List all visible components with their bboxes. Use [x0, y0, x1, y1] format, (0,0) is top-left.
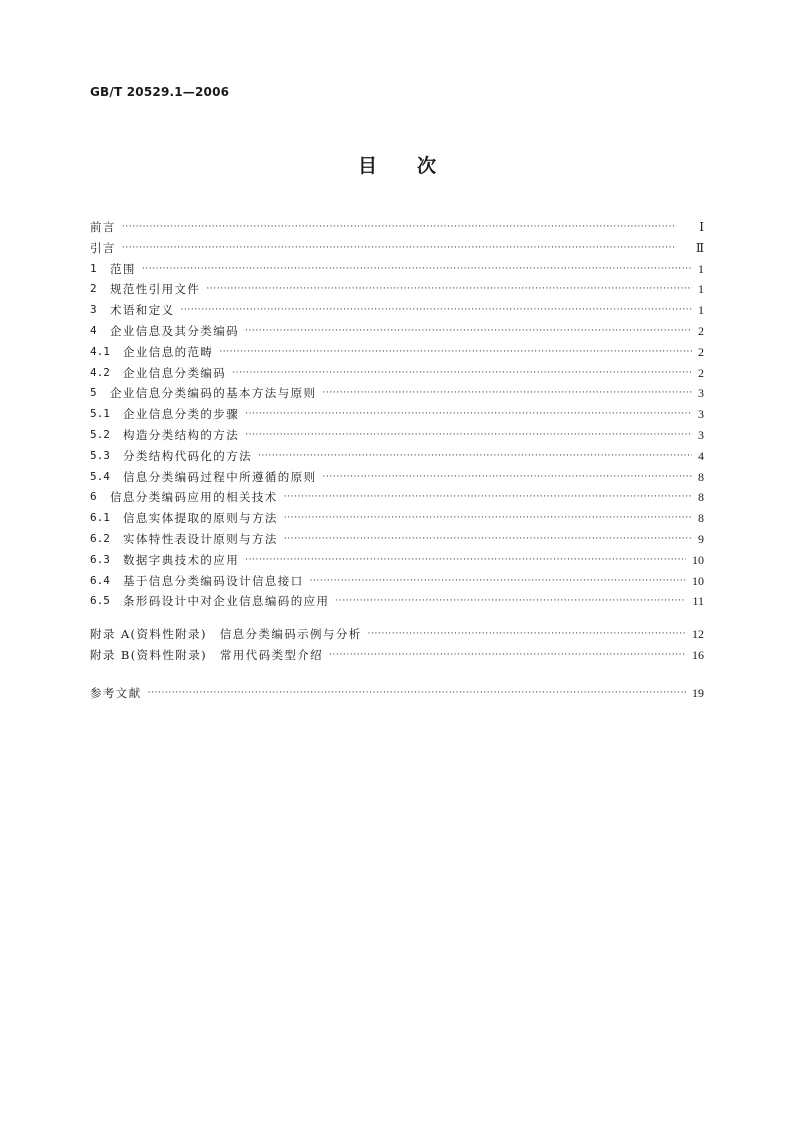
leader-dots [368, 624, 686, 645]
leader-dots [232, 363, 692, 384]
toc-entry-label: 数据字典技术的应用 [123, 552, 240, 567]
toc-entry-number: 5.1 [90, 407, 110, 421]
toc-entry-label: 企业信息分类编码 [123, 365, 227, 380]
toc-entry-6-1[interactable] [90, 508, 704, 529]
toc-entry-number: 3 [90, 303, 97, 317]
toc-entry-page: 2 [698, 365, 704, 380]
toc-entry-6-4[interactable] [90, 571, 704, 592]
toc-entry-number: 6.3 [90, 552, 110, 566]
toc-entry-number: 6 [90, 490, 97, 504]
standard-code: GB/T 20529.1—2006 [90, 85, 230, 99]
toc-entry-label: 企业信息及其分类编码 [110, 323, 239, 338]
leader-dots [142, 259, 692, 280]
toc-entry-1[interactable] [90, 259, 704, 280]
toc-entry-annex-b[interactable] [90, 645, 704, 666]
toc-entry-number: 6.5 [90, 594, 110, 608]
toc-entry-number: 5.3 [90, 448, 110, 462]
leader-dots [181, 300, 693, 321]
toc-entry-label: 企业信息分类编码的基本方法与原则 [110, 386, 317, 401]
toc-entry-6-3[interactable] [90, 550, 704, 571]
leader-dots [245, 404, 692, 425]
toc-entry-page: 10 [692, 573, 704, 588]
toc-entry-5-3[interactable] [90, 446, 704, 467]
toc-entry-5-4[interactable] [90, 467, 704, 488]
toc-entry-label: 引言 [90, 240, 116, 255]
toc-entry-page: 3 [698, 407, 704, 422]
toc-entry-page: 8 [698, 469, 704, 484]
toc-entry-label: 附录 A(资料性附录) 信息分类编码示例与分析 [90, 627, 362, 642]
toc-entry-page: 1 [698, 261, 704, 276]
title-char-1: 目 [357, 155, 377, 177]
leader-dots [148, 683, 686, 704]
toc-entry-number: 4.2 [90, 365, 110, 379]
toc-entry-number: 5 [90, 386, 97, 400]
leader-dots [335, 591, 686, 612]
leader-dots [245, 425, 692, 446]
toc-entry-label: 参考文献 [90, 685, 142, 700]
toc-entry-foreword[interactable] [90, 217, 704, 238]
toc-entry-number: 1 [90, 261, 97, 275]
toc-entry-6[interactable] [90, 487, 704, 508]
toc-entry-annex-a[interactable] [90, 624, 704, 645]
toc-entry-page: 16 [692, 647, 704, 662]
toc-entry-number: 2 [90, 282, 97, 296]
toc-entry-4-2[interactable] [90, 363, 704, 384]
leader-dots [322, 383, 692, 404]
toc-entry-3[interactable] [90, 300, 704, 321]
toc-entry-label: 术语和定义 [110, 303, 175, 318]
page-title [0, 151, 794, 178]
leader-dots [258, 446, 692, 467]
toc-entry-label: 条形码设计中对企业信息编码的应用 [123, 594, 330, 609]
toc-entry-page: Ⅱ [695, 240, 704, 255]
toc-entry-number: 4.1 [90, 344, 110, 358]
toc-entry-label: 构造分类结构的方法 [123, 427, 240, 442]
toc-entry-number: 6.4 [90, 573, 110, 587]
leader-dots [219, 342, 692, 363]
toc-entry-label: 实体特性表设计原则与方法 [123, 531, 278, 546]
leader-dots [245, 550, 686, 571]
leader-dots [284, 529, 692, 550]
toc-entry-label: 信息分类编码应用的相关技术 [110, 490, 278, 505]
toc-entry-label: 企业信息分类的步骤 [123, 407, 240, 422]
toc-entry-label: 规范性引用文件 [110, 282, 201, 297]
toc-entry-page: 9 [698, 531, 704, 546]
toc-entry-5[interactable] [90, 383, 704, 404]
leader-dots [245, 321, 692, 342]
toc-entry-page: 4 [698, 448, 704, 463]
leader-dots [122, 217, 693, 238]
toc-entry-4-1[interactable] [90, 342, 704, 363]
leader-dots [323, 467, 693, 488]
toc-entry-page: 11 [692, 594, 704, 609]
toc-entry-label: 信息分类编码过程中所遵循的原则 [123, 469, 317, 484]
toc-entry-label: 基于信息分类编码设计信息接口 [123, 573, 304, 588]
leader-dots [310, 571, 686, 592]
toc-entry-page: 1 [698, 303, 704, 318]
toc-entry-number: 6.1 [90, 511, 110, 525]
toc-entry-4[interactable] [90, 321, 704, 342]
toc-entry-references[interactable] [90, 683, 704, 704]
toc-entry-5-2[interactable] [90, 425, 704, 446]
toc-entry-number: 5.2 [90, 427, 110, 441]
leader-dots [329, 645, 686, 666]
toc-entry-label: 企业信息的范畴 [123, 344, 214, 359]
table-of-contents [90, 217, 704, 704]
toc-entry-page: 12 [692, 627, 704, 642]
toc-entry-label: 附录 B(资料性附录) 常用代码类型介绍 [90, 647, 324, 662]
toc-entry-introduction[interactable] [90, 238, 704, 259]
toc-entry-page: 2 [698, 323, 704, 338]
toc-entry-label: 分类结构代码化的方法 [123, 448, 252, 463]
toc-entry-page: Ⅰ [699, 220, 704, 234]
toc-entry-6-2[interactable] [90, 529, 704, 550]
toc-entry-page: 3 [698, 386, 704, 401]
toc-entry-6-5[interactable] [90, 591, 704, 612]
toc-entry-page: 2 [698, 344, 704, 359]
leader-dots [122, 238, 690, 259]
toc-entry-page: 10 [692, 552, 704, 567]
toc-entry-2[interactable] [90, 279, 704, 300]
toc-entry-page: 8 [698, 511, 704, 526]
leader-dots [284, 487, 692, 508]
leader-dots [284, 508, 692, 529]
toc-entry-label: 信息实体提取的原则与方法 [123, 511, 278, 526]
toc-entry-number: 6.2 [90, 531, 110, 545]
leader-dots [206, 279, 692, 300]
toc-entry-5-1[interactable] [90, 404, 704, 425]
toc-entry-page: 3 [698, 427, 704, 442]
toc-entry-page: 19 [692, 685, 704, 700]
toc-entry-number: 5.4 [90, 469, 110, 483]
toc-entry-page: 1 [698, 282, 704, 297]
toc-entry-label: 范围 [110, 261, 136, 276]
toc-entry-label: 前言 [90, 220, 116, 234]
toc-entry-page: 8 [698, 490, 704, 505]
title-char-2: 次 [417, 155, 437, 177]
toc-entry-number: 4 [90, 323, 97, 337]
